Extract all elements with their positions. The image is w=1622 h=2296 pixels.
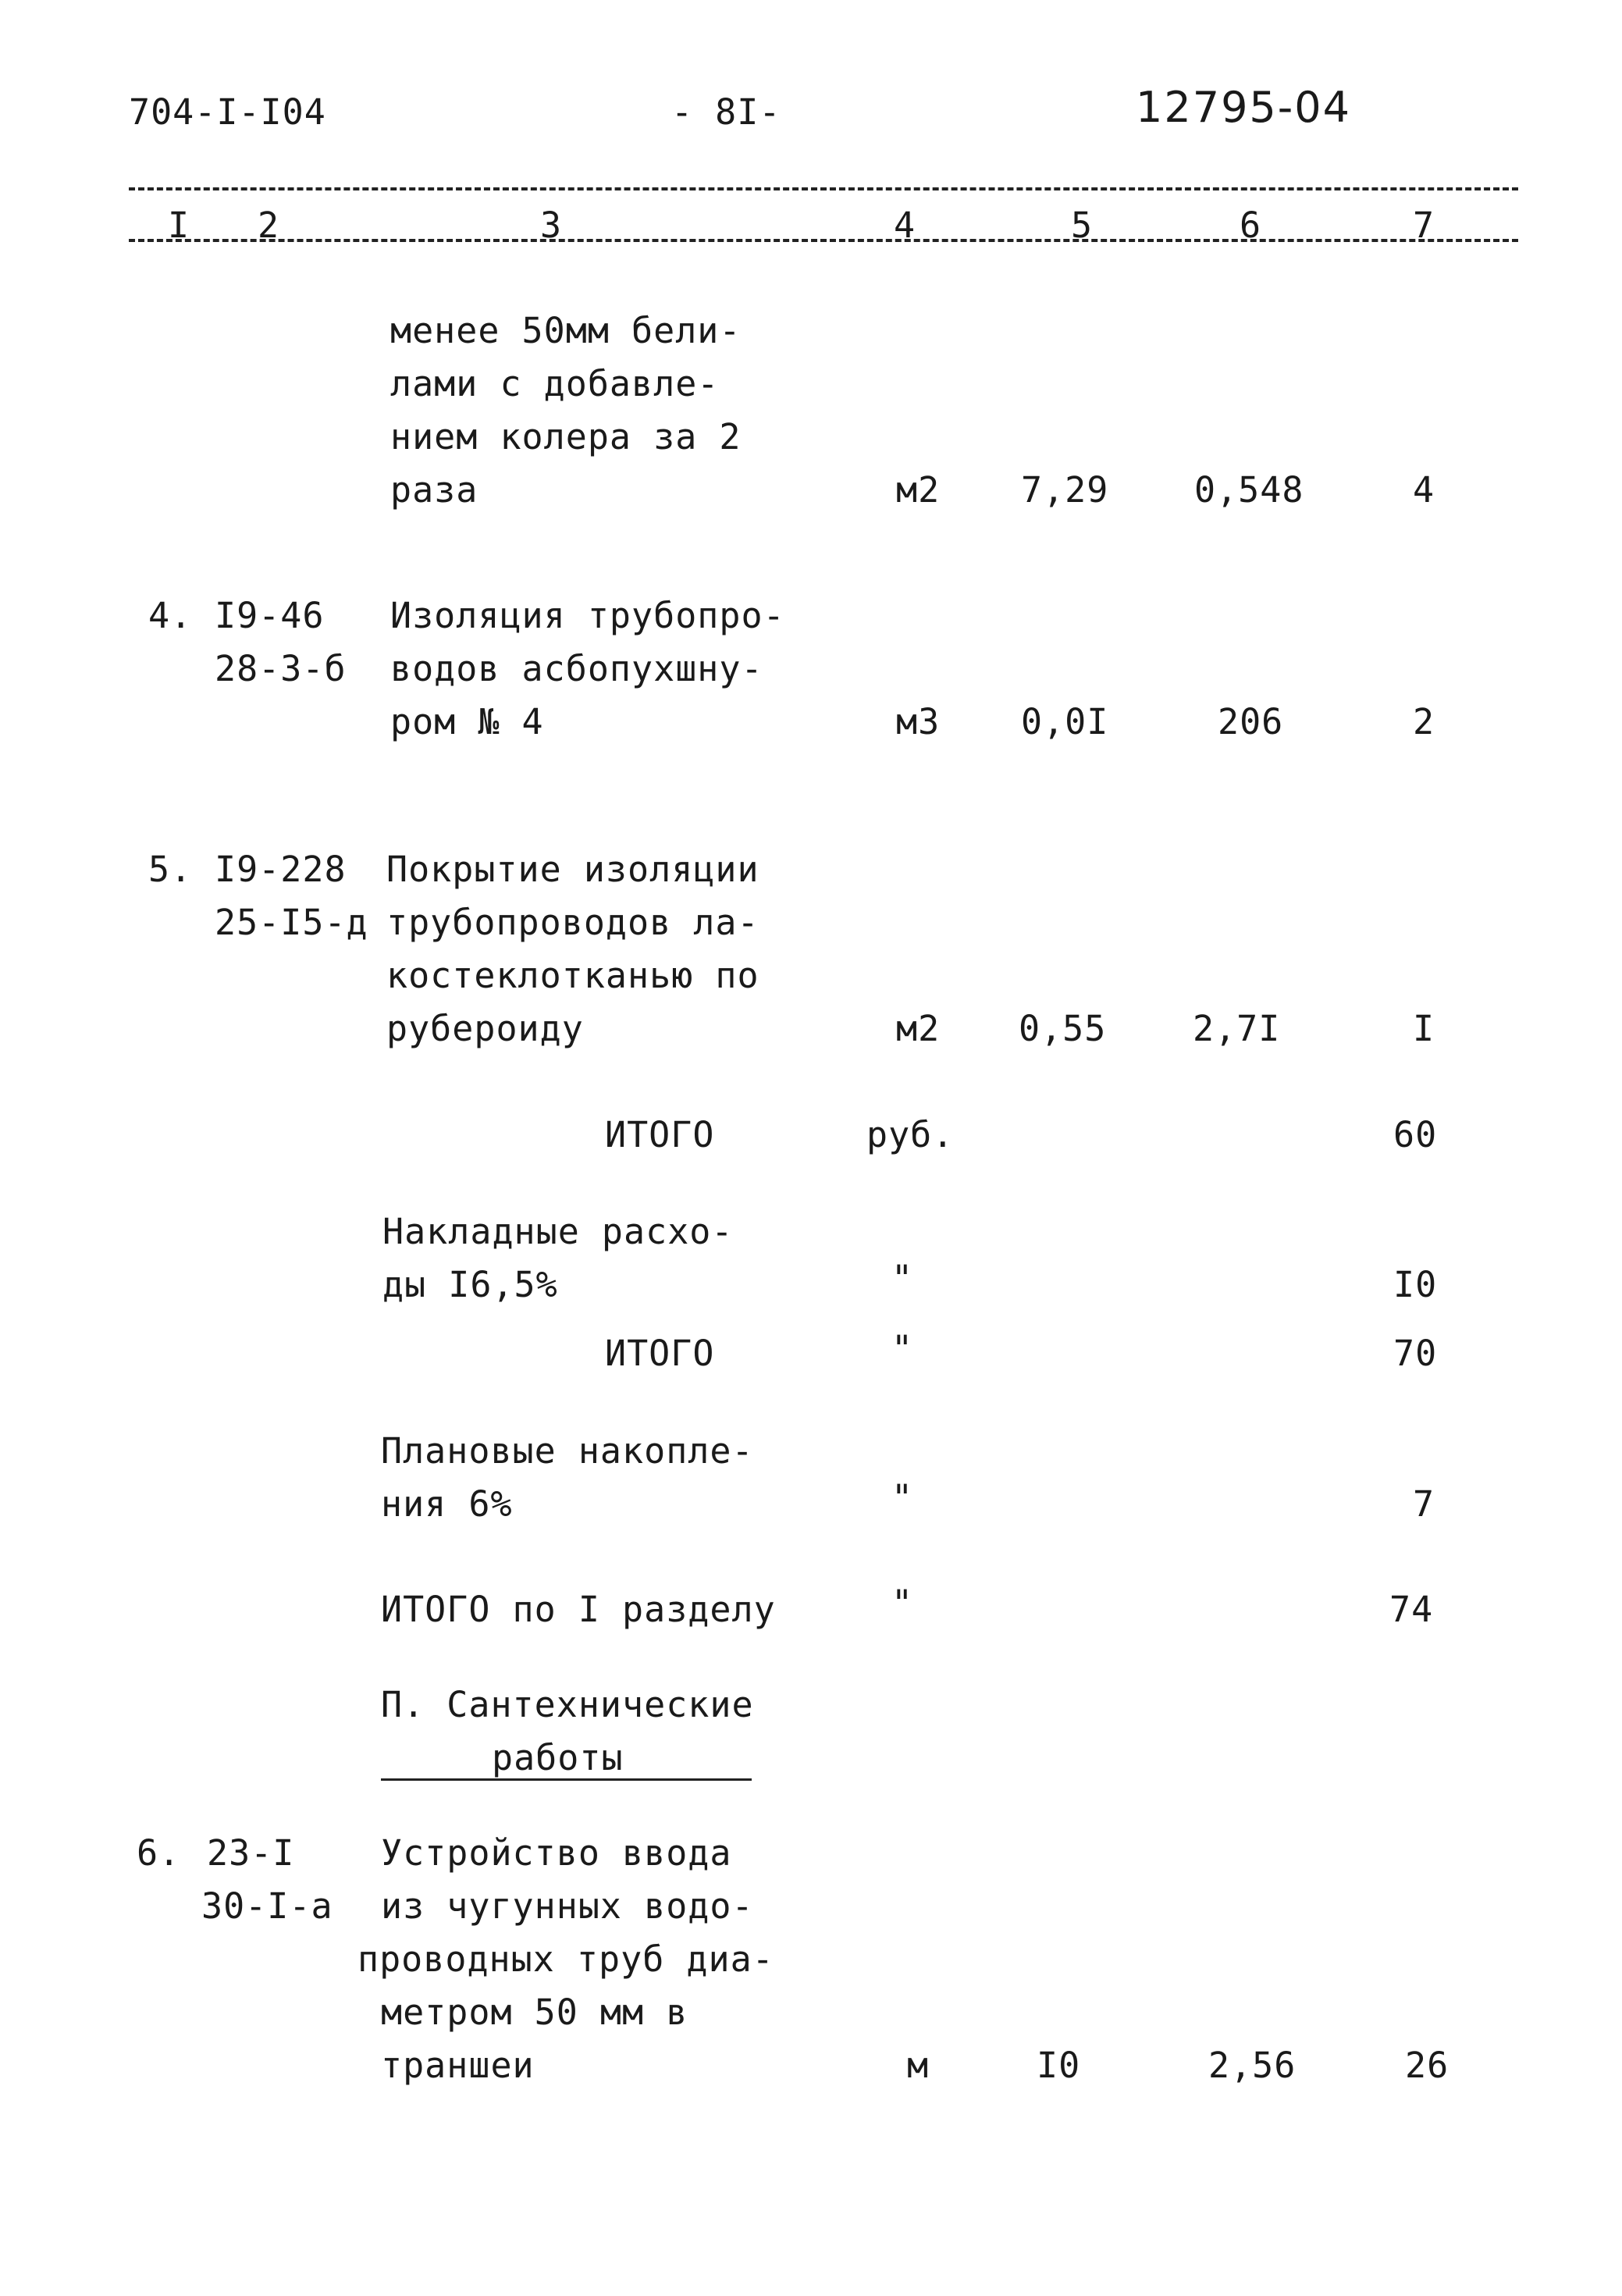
row-unit: м: [907, 2045, 930, 2086]
row-description: ром № 4: [390, 701, 544, 742]
row-code: I9-46: [215, 595, 325, 636]
row-description: трубопроводов ла-: [386, 902, 759, 943]
row-unit: м2: [896, 1008, 941, 1049]
column-header-7: 7: [1413, 205, 1435, 246]
subtotal-label: ИТОГО: [605, 1114, 715, 1155]
section-total-label: ИТОГО по I разделу: [381, 1589, 776, 1630]
overhead-description: Накладные расхо-: [382, 1211, 734, 1252]
section-underline: [381, 1778, 752, 1781]
planned-description: ния 6%: [381, 1483, 513, 1525]
subtotal-value: 70: [1393, 1333, 1438, 1374]
row-unit: м3: [896, 701, 941, 742]
row-description: менее 50мм бели-: [390, 310, 742, 351]
subtotal-unit: ": [891, 1328, 914, 1369]
row-price: 2,56: [1208, 2045, 1297, 2086]
row-quantity: 0,0I: [1021, 701, 1109, 742]
column-header-4: 4: [894, 205, 916, 246]
row-price: 2,7I: [1193, 1008, 1281, 1049]
row-description: лами с добавле-: [390, 363, 720, 404]
row-code: 23-I: [207, 1832, 295, 1874]
row-code: 25-I5-д: [215, 902, 368, 943]
row-quantity: 7,29: [1021, 469, 1109, 511]
header-top-rule: [129, 187, 1518, 190]
subtotal-unit: руб.: [866, 1114, 955, 1155]
row-code: I9-228: [215, 849, 347, 890]
row-description: метром 50 мм в: [381, 1992, 688, 2033]
row-description: траншеи: [381, 2045, 535, 2086]
row-code: 28-3-б: [215, 648, 347, 689]
section-subtitle: работы: [492, 1737, 624, 1778]
inventory-number: 12795-04: [1136, 83, 1351, 132]
overhead-value: I0: [1393, 1264, 1438, 1305]
column-header-6: 6: [1240, 205, 1262, 246]
overhead-unit: ": [891, 1258, 914, 1299]
row-quantity: 0,55: [1019, 1008, 1107, 1049]
row-total: 26: [1405, 2045, 1449, 2086]
row-total: 4: [1413, 469, 1435, 511]
section-total-unit: ": [891, 1582, 914, 1624]
row-unit: м2: [896, 469, 941, 511]
row-number: 5.: [148, 849, 193, 890]
subtotal-value: 60: [1393, 1114, 1438, 1155]
page-number: - 8I-: [671, 91, 781, 133]
row-description: рубероиду: [386, 1008, 584, 1049]
row-description: водов асбопухшну-: [390, 648, 763, 689]
section-total-value: 74: [1389, 1589, 1434, 1630]
row-total: 2: [1413, 701, 1435, 742]
row-price: 206: [1218, 701, 1284, 742]
row-code: 30-I-а: [201, 1885, 333, 1927]
row-total: I: [1413, 1008, 1435, 1049]
planned-unit: ": [891, 1477, 914, 1518]
column-header-2: 2: [258, 205, 280, 246]
row-description: Изоляция трубопро-: [390, 595, 785, 636]
column-header-3: 3: [540, 205, 563, 246]
row-price: 0,548: [1194, 469, 1304, 511]
row-description: проводных труб диа-: [357, 1938, 774, 1980]
row-description: Устройство ввода: [381, 1832, 732, 1874]
row-description: костеклотканью по: [386, 955, 759, 996]
row-quantity: I0: [1037, 2045, 1081, 2086]
overhead-description: ды I6,5%: [382, 1264, 558, 1305]
row-description: из чугунных водо-: [381, 1885, 754, 1927]
column-header-5: 5: [1071, 205, 1094, 246]
header-bottom-rule: [129, 239, 1518, 242]
section-title: П. Сантехнические: [381, 1684, 754, 1725]
row-description: раза: [390, 469, 478, 511]
planned-description: Плановые накопле-: [381, 1430, 754, 1472]
planned-value: 7: [1413, 1483, 1435, 1525]
row-number: 6.: [137, 1832, 181, 1874]
document-code: 704-I-I04: [129, 91, 326, 133]
row-description: нием колера за 2: [390, 416, 742, 457]
subtotal-label: ИТОГО: [605, 1333, 715, 1374]
row-description: Покрытие изоляции: [386, 849, 759, 890]
column-header-1: I: [168, 205, 190, 246]
row-number: 4.: [148, 595, 193, 636]
